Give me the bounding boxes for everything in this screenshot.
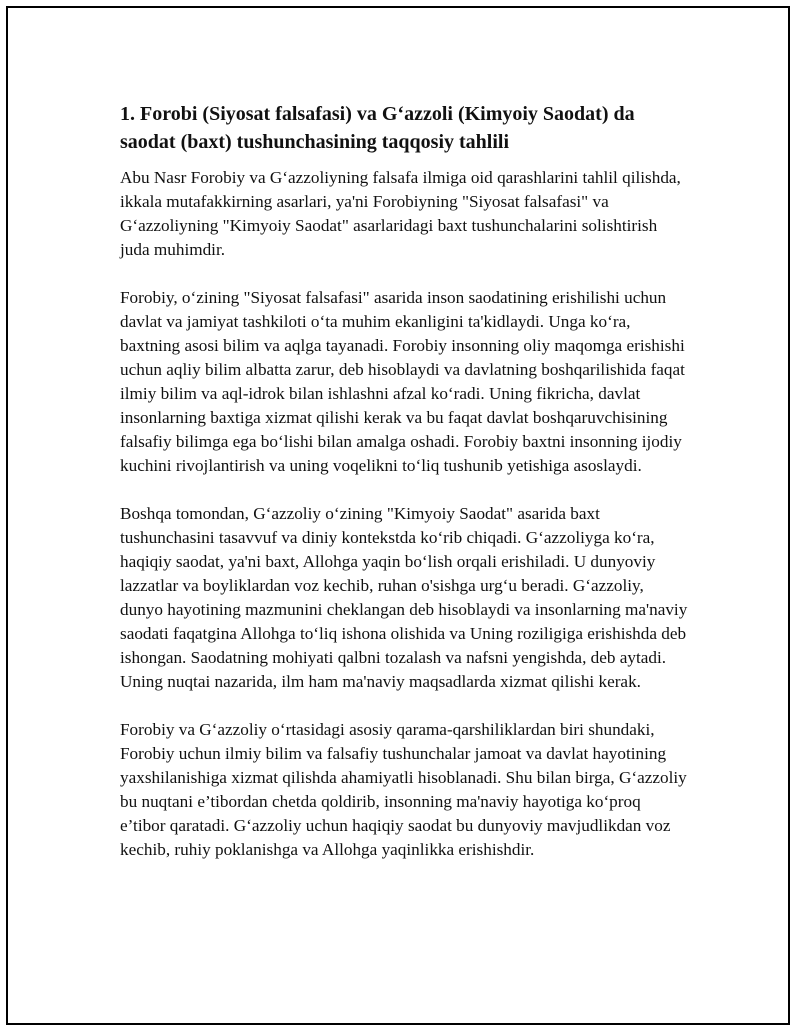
paragraph-intro: Abu Nasr Forobiy va G‘azzoliyning falsafa ilmiga oid qarashlarini tahlil qilishda, ikkala mutafakkirning asarlari, ya'ni Forobiyning "Siyosat falsafasi" va G‘azzoliyning "Kimyoiy Saodat" asarlaridagi baxt tushunchalarini solishtirish juda muhimdir.: [120, 168, 681, 259]
paragraph-forobiy: Forobiy, o‘zining "Siyosat falsafasi" asarida inson saodatining erishilishi uchun davlat va jamiyat tashkiloti o‘ta muhim ekanligini ta'kidlaydi. Unga ko‘ra, baxtning asosi bilim va aqlga tayanadi. Forobiy insonning oliy maqomga erishishi uchun aqliy bilim albatta zarur, deb hisoblaydi va davlatning boshqarilishida faqat ilmiy bilim va aql-idrok bilan ishlashni afzal ko‘radi. Uning fikricha, davlat insonlarning baxtiga xizmat qilishi kerak va bu faqat davlat boshqaruvchisining falsafiy bilimga ega bo‘lishi bilan amalga oshadi. Forobiy baxtni insonning ijodiy kuchini rivojlantirish va uning voqelikni to‘liq tushunib yetishiga asoslaydi.: [120, 288, 685, 475]
document-heading: 1. Forobi (Siyosat falsafasi) va G‘azzoli (Kimyoiy Saodat) da saodat (baxt) tushunchasining taqqosiy tahlili: [120, 103, 635, 153]
paragraph-gazzoliy: Boshqa tomondan, G‘azzoliy o‘zining "Kimyoiy Saodat" asarida baxt tushunchasini tasavvuf va diniy kontekstda ko‘rib chiqadi. G‘azzoliyga ko‘ra, haqiqiy saodat, ya'ni baxt, Allohga yaqin bo‘lish orqali erishiladi. U dunyoviy lazzatlar va boyliklardan voz kechib, ruhan o'sishga urg‘u beradi. G‘azzoliy, dunyo hayotining mazmunini cheklangan deb hisoblaydi va insonlarning ma'naviy saodati faqatgina Allohga to‘liq ishona olishida va Uning roziligiga erishishda deb ishongan. Saodatning mohiyati qalbni tozalash va nafsni yengishda, deb aytadi. Uning nuqtai nazarida, ilm ham ma'naviy maqsadlarda xizmat qilishi kerak.: [120, 504, 688, 691]
document-body: [120, 100, 690, 886]
document-page: [6, 6, 790, 1025]
paragraph-comparison: Forobiy va G‘azzoliy o‘rtasidagi asosiy qarama-qarshiliklardan biri shundaki, Forobiy uchun ilmiy bilim va falsafiy tushunchalar jamoat va davlat hayotining yaxshilanishiga xizmat qilishda ahamiyatli hisoblanadi. Shu bilan birga, G‘azzoliy bu nuqtani e’tibordan chetda qoldirib, insonning ma'naviy hayotiga ko‘proq e’tibor qaratadi. G‘azzoliy uchun haqiqiy saodat bu dunyoviy mavjudlikdan voz kechib, ruhiy poklanishga va Allohga yaqinlikka erishishdir.: [120, 720, 687, 859]
